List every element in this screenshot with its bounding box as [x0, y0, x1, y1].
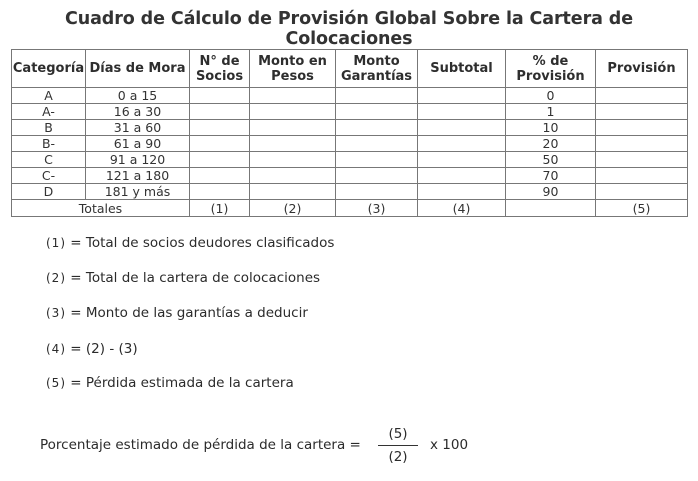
- cell-n-socios: [190, 120, 250, 136]
- cell-categoria: A: [12, 88, 86, 104]
- document-title: Cuadro de Cálculo de Provisión Global Sobre la Cartera de Colocaciones: [64, 9, 634, 49]
- cell-categoria: D: [12, 184, 86, 200]
- table-row: [12, 120, 688, 136]
- note-text: = Monto de las garantías a deducir: [70, 305, 308, 321]
- note-number: (1): [46, 236, 66, 250]
- totals-row: [12, 200, 688, 217]
- cell-provision: [596, 120, 688, 136]
- header-monto-garantias: Monto Garantías: [336, 50, 418, 88]
- cell-monto-pesos: [250, 88, 336, 104]
- totals-subtotal: (4): [418, 200, 506, 217]
- header-categoria: Categoría: [12, 50, 86, 88]
- cell-dias-mora: 0 a 15: [86, 88, 190, 104]
- table-row: [12, 152, 688, 168]
- cell-monto-garantias: [336, 104, 418, 120]
- cell-porcentaje: 1: [506, 104, 596, 120]
- cell-porcentaje: 10: [506, 120, 596, 136]
- cell-monto-garantias: [336, 120, 418, 136]
- cell-n-socios: [190, 88, 250, 104]
- cell-provision: [596, 152, 688, 168]
- fraction-bar: [378, 445, 418, 446]
- cell-porcentaje: 0: [506, 88, 596, 104]
- cell-n-socios: [190, 184, 250, 200]
- note-number: (4): [46, 342, 66, 356]
- cell-n-socios: [190, 104, 250, 120]
- cell-categoria: B-: [12, 136, 86, 152]
- cell-monto-pesos: [250, 104, 336, 120]
- header-porcentaje-provision: % de Provisión: [506, 50, 596, 88]
- cell-dias-mora: 16 a 30: [86, 104, 190, 120]
- formula-label: Porcentaje estimado de pérdida de la cartera =: [40, 437, 361, 453]
- cell-provision: [596, 88, 688, 104]
- totals-pesos: (2): [250, 200, 336, 217]
- table-row: [12, 168, 688, 184]
- note-item: [46, 305, 308, 321]
- header-monto-pesos: Monto en Pesos: [250, 50, 336, 88]
- formula-fraction: [378, 426, 418, 466]
- table-row: [12, 104, 688, 120]
- cell-categoria: C: [12, 152, 86, 168]
- table-header-row: [12, 50, 688, 88]
- totals-socios: (1): [190, 200, 250, 217]
- cell-n-socios: [190, 136, 250, 152]
- table-row: [12, 136, 688, 152]
- cell-subtotal: [418, 88, 506, 104]
- cell-porcentaje: 90: [506, 184, 596, 200]
- header-dias-mora: Días de Mora: [86, 50, 190, 88]
- cell-monto-pesos: [250, 152, 336, 168]
- cell-monto-garantias: [336, 88, 418, 104]
- note-number: (2): [46, 271, 66, 285]
- table-row: [12, 184, 688, 200]
- totals-label: Totales: [12, 200, 190, 217]
- header-n-socios: N° de Socios: [190, 50, 250, 88]
- cell-dias-mora: 181 y más: [86, 184, 190, 200]
- note-text: = Total de socios deudores clasificados: [70, 235, 335, 251]
- cell-dias-mora: 121 a 180: [86, 168, 190, 184]
- note-text: = Total de la cartera de colocaciones: [70, 270, 321, 286]
- provision-table: [11, 49, 688, 217]
- formula-multiplier: x 100: [430, 437, 469, 453]
- note-item: [46, 341, 138, 357]
- cell-porcentaje: 20: [506, 136, 596, 152]
- cell-dias-mora: 61 a 90: [86, 136, 190, 152]
- cell-monto-pesos: [250, 184, 336, 200]
- cell-categoria: A-: [12, 104, 86, 120]
- cell-provision: [596, 184, 688, 200]
- totals-provision: (5): [596, 200, 688, 217]
- cell-monto-garantias: [336, 168, 418, 184]
- table-row: [12, 88, 688, 104]
- cell-provision: [596, 104, 688, 120]
- formula-numerator: (5): [388, 426, 408, 442]
- cell-categoria: C-: [12, 168, 86, 184]
- formula-denominator: (2): [388, 449, 408, 465]
- header-provision: Provisión: [596, 50, 688, 88]
- cell-monto-pesos: [250, 120, 336, 136]
- cell-provision: [596, 168, 688, 184]
- cell-dias-mora: 31 a 60: [86, 120, 190, 136]
- cell-subtotal: [418, 120, 506, 136]
- note-item: [46, 270, 320, 286]
- cell-subtotal: [418, 184, 506, 200]
- cell-monto-garantias: [336, 136, 418, 152]
- note-text: = Pérdida estimada de la cartera: [70, 375, 294, 391]
- totals-porcentaje: [506, 200, 596, 217]
- cell-monto-pesos: [250, 168, 336, 184]
- cell-porcentaje: 50: [506, 152, 596, 168]
- cell-subtotal: [418, 104, 506, 120]
- totals-garantias: (3): [336, 200, 418, 217]
- cell-monto-pesos: [250, 136, 336, 152]
- cell-monto-garantias: [336, 152, 418, 168]
- note-text: = (2) - (3): [70, 341, 138, 357]
- note-number: (5): [46, 376, 66, 390]
- note-number: (3): [46, 306, 66, 320]
- cell-n-socios: [190, 152, 250, 168]
- cell-provision: [596, 136, 688, 152]
- cell-monto-garantias: [336, 184, 418, 200]
- cell-subtotal: [418, 152, 506, 168]
- header-subtotal: Subtotal: [418, 50, 506, 88]
- cell-porcentaje: 70: [506, 168, 596, 184]
- cell-dias-mora: 91 a 120: [86, 152, 190, 168]
- cell-subtotal: [418, 168, 506, 184]
- note-item: [46, 235, 334, 251]
- cell-categoria: B: [12, 120, 86, 136]
- note-item: [46, 375, 294, 391]
- cell-subtotal: [418, 136, 506, 152]
- cell-n-socios: [190, 168, 250, 184]
